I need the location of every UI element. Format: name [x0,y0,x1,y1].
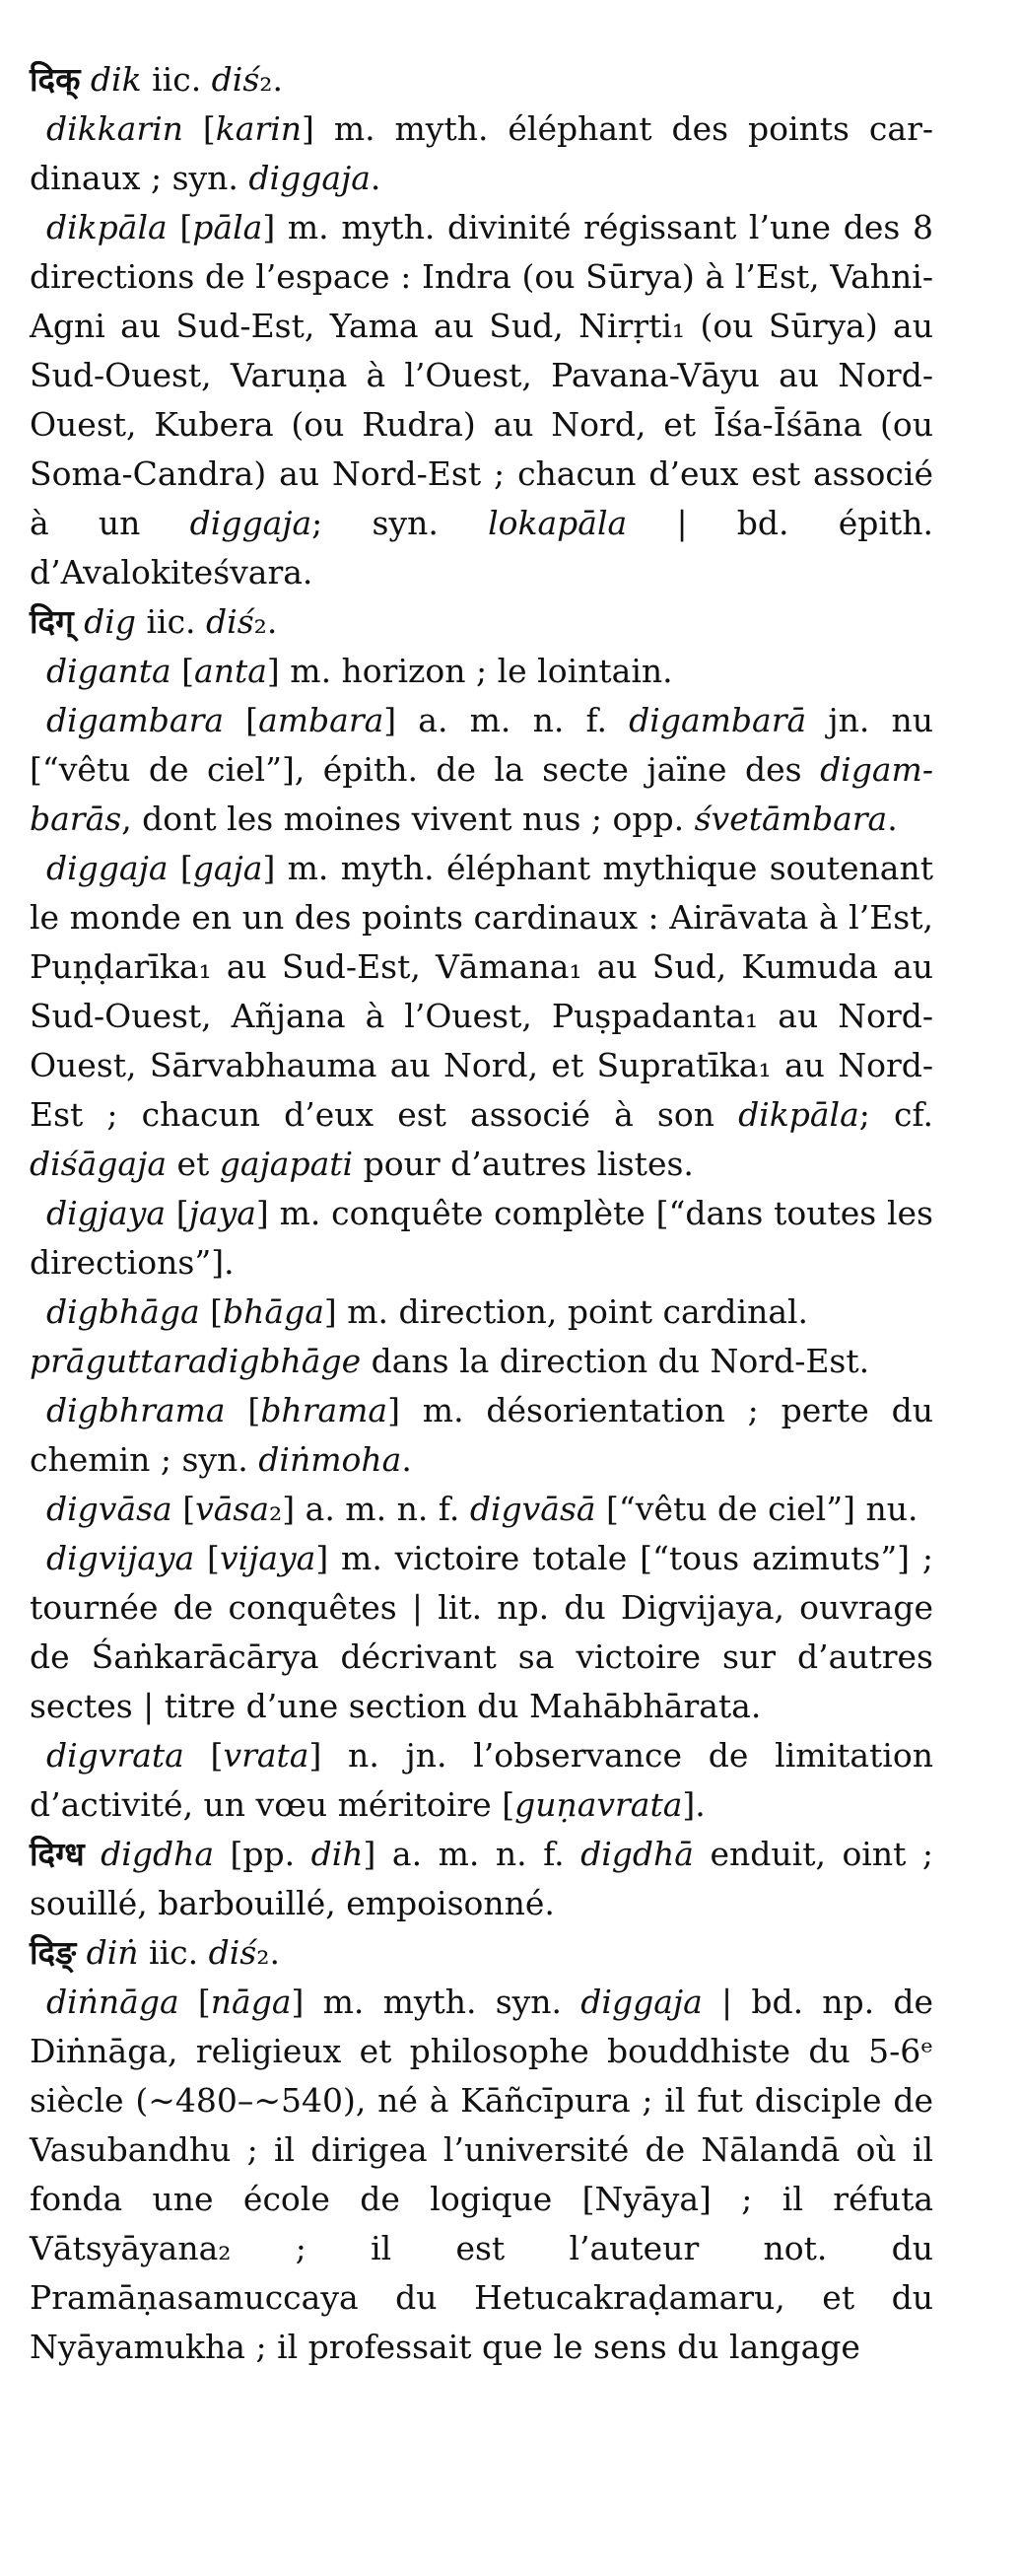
definition-text: [ [167,208,193,246]
definition-text: ] n. jn. l’observance de limitation d’activité, un vœu méritoire [ [30,1736,933,1824]
italic-term: digambarā [629,701,807,739]
definition-text: [“vêtu de ciel”] nu. [595,1490,918,1528]
dictionary-headword-entry [30,1928,933,1978]
definition-text: [ [178,1983,211,2021]
italic-term: diggaja [580,1983,703,2021]
definition-text: [pp. [214,1835,311,1873]
italic-term: digvāsā [469,1490,596,1528]
italic-term: vijaya [219,1539,316,1577]
dictionary-subentry [30,1534,933,1731]
italic-term: dih [310,1835,364,1873]
italic-term: diganta [46,652,171,690]
devanagari-headword: दिङ् [30,1933,77,1972]
devanagari-headword: दिग् [30,602,74,641]
definition-text: ] a. m. n. f. [383,701,630,739]
italic-term: gajapati [219,1145,354,1183]
definition-text: ] a. m. n. f. [363,1835,581,1873]
dictionary-subentry [30,1978,933,2372]
italic-term: digambarās [30,750,933,838]
definition-text: ] m. myth. divinité régissant l’une des 8 directions de l’espace : Indra (ou Sūrya) à l’Est, Vahni-Agni au Sud-Est, Yama au Sud, Nirṛti₁ (ou Sūrya) au Sud-Ouest, Varuṇa à l’Ouest, Pavana-Vāyu au Nord-Ouest, Kubera (ou Rudra) au Nord, et Īśa-Īśāna (ou Soma-Candra) au Nord-Est ; chacun d’eux est associé à un [30,208,933,542]
definition-text: [ [182,109,216,148]
definition-text: . [887,800,898,838]
definition-text: enduit, oint ; souillé, barbouillé, empoisonné. [30,1835,933,1922]
italic-term: bhāga [223,1292,324,1331]
dictionary-subentry [30,844,933,1189]
definition-text: ₂. [253,602,278,641]
dictionary-headword-entry [30,55,933,104]
definition-text: [ [168,849,193,887]
italic-term: pāla [192,208,263,246]
italic-term: ambara [258,701,384,739]
italic-term: dik [90,60,142,99]
definition-text: [ [166,1194,189,1232]
definition-text: ] m. victoire totale [“tous azimuts”] ; tournée de conquêtes | lit. np. du Digvijaya, ouvrage de Śaṅkarācārya décrivant sa victoire sur d’autres sectes | titre d’une section du Mahābhārata. [30,1539,933,1725]
devanagari-headword: दिक् [30,60,81,99]
dictionary-subentry [30,647,933,696]
definition-text: iic. [141,60,212,99]
italic-term: diś [211,60,260,99]
dictionary-subentry [30,1288,933,1337]
definition-text: [ [199,1292,224,1331]
italic-term: guṇavrata [514,1785,683,1824]
definition-text: ] m. conquête complète [“dans toutes les directions”]. [30,1194,933,1282]
italic-term: digambara [46,701,225,739]
definition-text: ₂] a. m. n. f. [269,1490,470,1528]
italic-term: nāga [210,1983,292,2021]
italic-term: diś [208,1933,257,1972]
italic-term: digbhrama [46,1391,226,1429]
devanagari-headword: दिग्ध [30,1835,85,1873]
dictionary-subentry [30,104,933,203]
definition-text: jn. nu [“vêtu de ciel”], épith. de la secte jaïne des [30,701,933,789]
dictionary-subentry [30,203,933,597]
dictionary-subentry [30,1731,933,1830]
italic-term: anta [194,652,267,690]
dictionary-headword-entry [30,1337,933,1386]
definition-text: [ [183,1736,224,1775]
italic-term: digjaya [46,1194,167,1232]
definition-text: [ [171,1490,196,1528]
definition-text: . [370,159,381,197]
dictionary-headword-entry [30,597,933,647]
definition-text: | bd. épith. d’Avalokiteśvara. [30,504,933,592]
definition-text: ; syn. [311,504,489,542]
definition-text: [ [224,701,259,739]
italic-term: digdhā [580,1835,694,1873]
italic-term: dig [84,602,136,641]
definition-text: [ [225,1391,261,1429]
definition-text: ₂. [259,60,284,99]
italic-term: dikkarin [46,109,183,148]
definition-text: | bd. np. de Diṅnāga, religieux et philosophe bouddhiste du 5-6ᵉ siècle (∼480–∼540), né à Kāñcīpura ; il fut disciple de Vasubandhu ; il dirigea l’université de Nālandā où il fonda une école de logique [Nyāya] ; il réfuta Vātsyāyana₂ ; il est l’auteur not. du Pramāṇasamuccaya du Hetucakraḍamaru, et du Nyāyamukha ; il professait que le sens du langage [30,1983,933,2366]
italic-term: diṅ [86,1933,139,1972]
italic-term: dikpāla [46,208,168,246]
dictionary-subentry [30,1386,933,1485]
definition-text: ] m. myth. éléphant des points cardinaux ; syn. [30,109,934,197]
definition-text: . [401,1440,412,1479]
definition-text: et [167,1145,220,1183]
italic-term: digvijaya [46,1539,195,1577]
italic-term: diggaja [46,849,169,887]
italic-term: diś [206,602,254,641]
definition-text: pour d’autres listes. [353,1145,694,1183]
definition-text: [ [194,1539,220,1577]
italic-term: prāguttaradigbhāge [30,1342,362,1380]
definition-text: iic. [138,1933,209,1972]
dictionary-subentry [30,1189,933,1288]
definition-text: ] m. myth. éléphant mythique soutenant le monde en un des points cardinaux : Airāvata à l’Est, Puṇḍarīka₁ au Sud-Est, Vāmana₁ au Sud, Kumuda au Sud-Ouest, Añjana à l’Ouest, Puṣpadanta₁ au Nord-Ouest, Sārvabhauma au Nord, et Supratīka₁ au Nord-Est ; chacun d’eux est associé à son [30,849,933,1134]
definition-text: ; cf. [858,1095,933,1134]
definition-text: ] m. horizon ; le lointain. [266,652,673,690]
italic-term: digbhāga [46,1292,200,1331]
italic-term: diṅmoha [258,1440,402,1479]
italic-term: digvāsa [46,1490,172,1528]
italic-term: lokapāla [488,504,628,542]
italic-term: diggaja [189,504,312,542]
italic-term: vrata [223,1736,309,1775]
definition-text: iic. [135,602,207,641]
italic-term: diggaja [248,159,371,197]
italic-term: diśāgaja [30,1145,167,1183]
italic-term: diṅnāga [46,1983,179,2021]
italic-term: śvetāmbara [694,800,888,838]
definition-text: ] m. désorientation ; perte du chemin ; syn. [30,1391,933,1479]
dictionary-subentry [30,696,933,844]
italic-term: vāsa [195,1490,270,1528]
definition-text: ₂. [256,1933,280,1972]
definition-text: dans la direction du Nord-Est. [361,1342,870,1380]
italic-term: gaja [192,849,263,887]
italic-term: digdha [101,1835,214,1873]
italic-term: karin [215,109,303,148]
definition-text: [ [170,652,195,690]
italic-term: bhrama [260,1391,388,1429]
definition-text: ] m. myth. syn. [291,1983,581,2021]
dictionary-subentry [30,1485,933,1534]
definition-text: , dont les moines vivent nus ; opp. [121,800,695,838]
italic-term: jaya [188,1194,256,1232]
italic-term: digvrata [46,1736,184,1775]
dictionary-headword-entry [30,1830,933,1928]
italic-term: dikpāla [738,1095,859,1134]
definition-text: ] m. direction, point cardinal. [323,1292,809,1331]
definition-text: ]. [682,1785,706,1824]
